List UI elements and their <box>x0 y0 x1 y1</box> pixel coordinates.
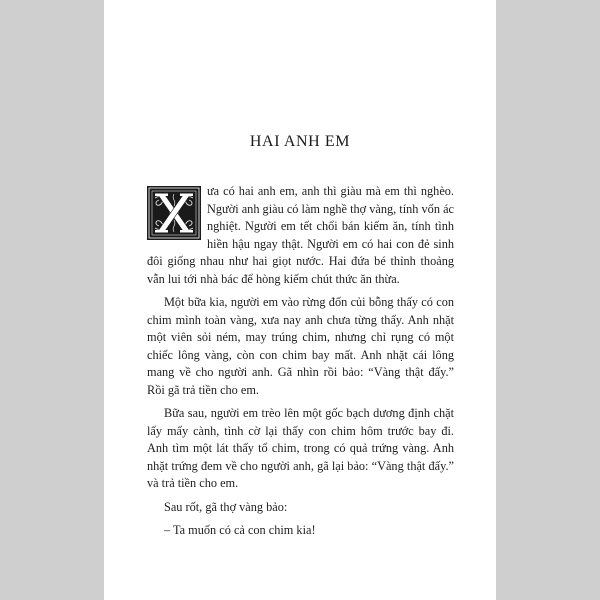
book-page <box>104 0 496 600</box>
paragraph-5: – Ta muốn có cả con chim kia! <box>164 523 316 537</box>
paragraph-4: Sau rốt, gã thợ vàng bảo: <box>164 499 288 514</box>
paragraph-1 <box>147 183 454 288</box>
ornate-dropcap-icon <box>147 186 201 240</box>
chapter-title: HAI ANH EM <box>249 133 351 150</box>
paragraph-1-text: ưa có hai anh em, anh thì giàu mà em thì nghèo. Người anh giàu có làm nghề thợ vàng, tính vốn ác nghiệt. Người em tết chổi bán kiếm ăn, tính tình hiền hậu ngay thật. Người em có hai con đẻ sinh đôi giống nhau như hai giọt nước. Hai đứa bé thỉnh thoảng vẫn lui tới nhà bác để hòng kiếm chút thức ăn thừa. <box>147 184 454 286</box>
paragraph-3: Bữa sau, người em trèo lên một gốc bạch dương định chặt lấy mấy cành, tình cờ lại thấy con chim hôm trước bay đi. Anh tìm một lát thấy tổ chim, trong có quả trứng vàng. Anh nhặt trứng đem về cho người anh, gã lại bảo: “Vàng thật đấy.” và trả tiền cho em. <box>147 406 454 490</box>
dropcap-ornament <box>147 186 201 240</box>
paragraph-2: Một bữa kia, người em vào rừng đốn củi bỗng thấy có con chim mình toàn vàng, xưa nay anh chưa từng thấy. Anh nhặt một viên sỏi ném, may trúng chim, nhưng chỉ rụng có một chiếc lông vàng, còn con chim bay mất. Anh nhặt cái lông mang về cho người anh. Gã nhìn rồi bảo: “Vàng thật đấy.” Rồi gã trả tiền cho em. <box>147 295 454 397</box>
story-body <box>147 183 454 546</box>
